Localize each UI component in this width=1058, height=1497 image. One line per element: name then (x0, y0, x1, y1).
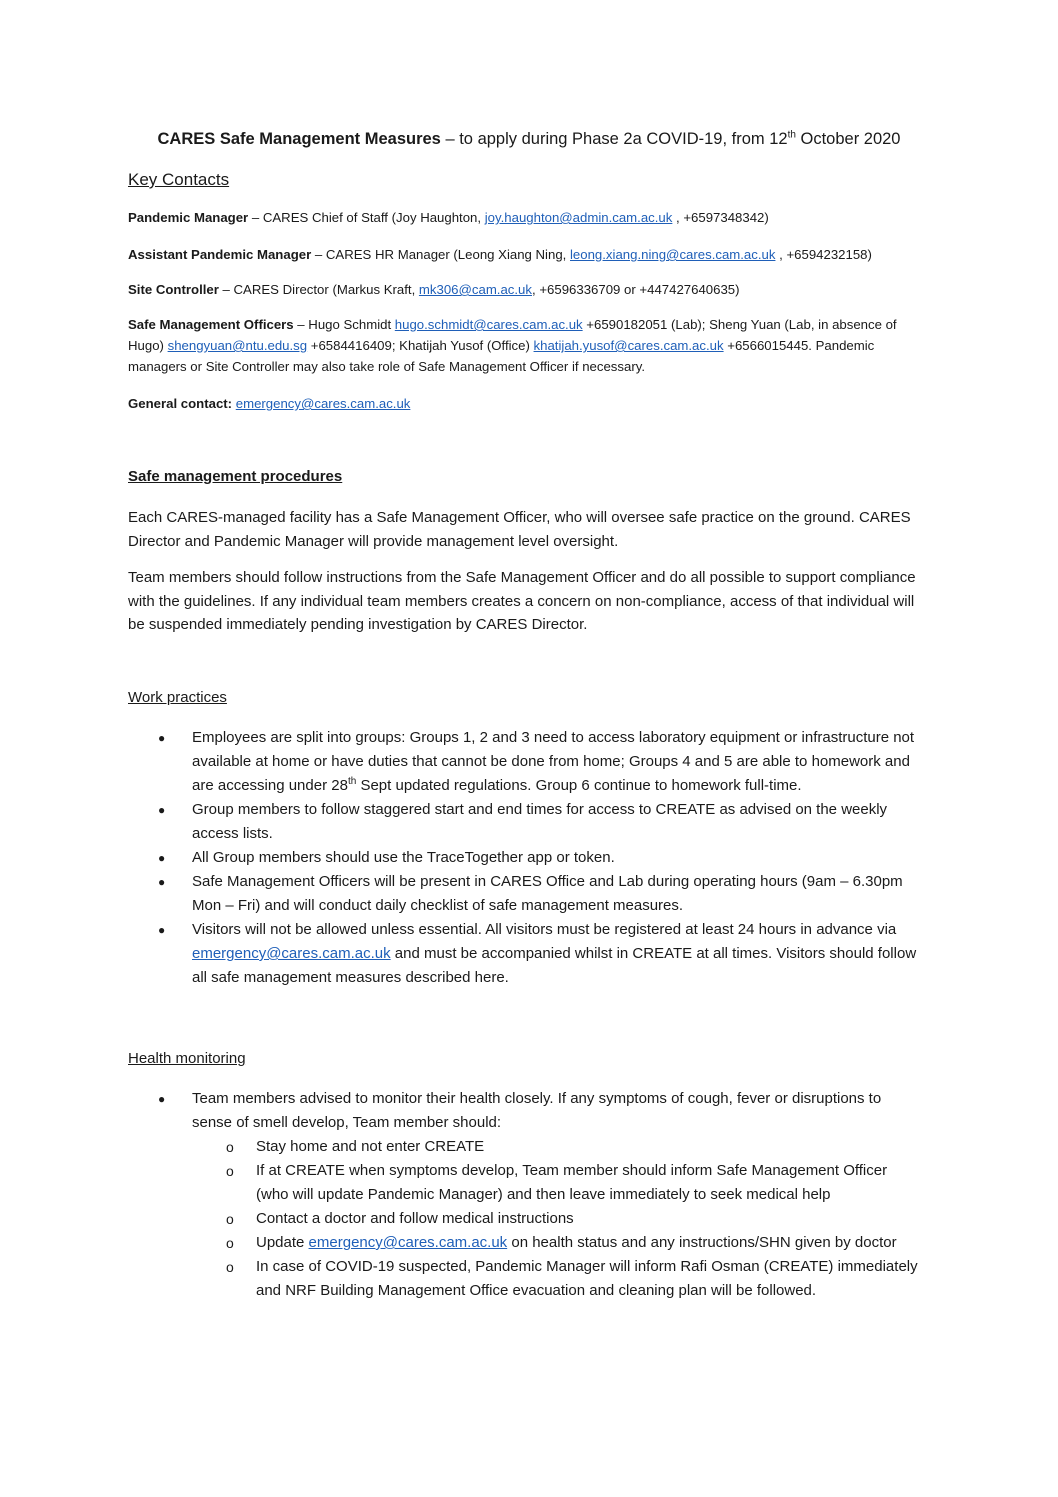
bullet-icon: ● (158, 1092, 166, 1106)
sub-list-item-text: Stay home and not enter CREATE (256, 1138, 485, 1155)
contact-label: Pandemic Manager (128, 210, 249, 225)
sub-list-item-text: Update (256, 1234, 309, 1251)
contact-text: , +6596336709 or +447427640635) (532, 282, 740, 297)
list-item-text: Group members to follow staggered start and end times for access to CREATE as advised on the weekly access lists. (192, 801, 888, 842)
title-end: October 2020 (795, 130, 901, 148)
email-link[interactable]: leong.xiang.ning@cares.cam.ac.uk (570, 247, 776, 262)
email-link[interactable]: khatijah.yusof@cares.cam.ac.uk (533, 338, 724, 353)
list-item-text: Team members advised to monitor their health closely. If any symptoms of cough, fever or disruptions to sense of smell develop, Team member should: (192, 1090, 882, 1131)
sub-list (192, 1135, 918, 1303)
bullet-icon: ● (158, 923, 166, 937)
health-monitoring-list (128, 1087, 918, 1303)
circle-bullet-icon: o (226, 1139, 234, 1155)
list-item-sup: th (347, 776, 357, 787)
email-link[interactable]: emergency@cares.cam.ac.uk (308, 1234, 508, 1251)
list-item-text: Visitors will not be allowed unless essential. All visitors must be registered at least 24 hours in advance via (192, 921, 897, 938)
contact-general (128, 393, 928, 414)
sub-list-item (192, 1255, 918, 1303)
list-item (128, 918, 918, 990)
list-item (128, 846, 918, 870)
sub-list-item (192, 1207, 918, 1231)
list-item (128, 870, 918, 918)
contact-text: , +6597348342) (672, 210, 769, 225)
contact-text: – CARES Chief of Staff (Joy Haughton, (248, 210, 485, 225)
sub-list-item-text: If at CREATE when symptoms develop, Team member should inform Safe Management Officer (who will update Pandemic Manager) and then leave immediately to seek medical help (256, 1162, 888, 1203)
procedures-heading: Safe management procedures (128, 468, 343, 485)
bullet-icon: ● (158, 851, 166, 865)
list-item (128, 1087, 918, 1303)
contact-text: +6584416409; Khatijah Yusof (Office) (307, 338, 534, 353)
list-item-text: All Group members should use the TraceTogether app or token. (192, 849, 615, 866)
email-link[interactable]: mk306@cam.ac.uk (418, 282, 532, 297)
procedures-paragraph-1: Each CARES-managed facility has a Safe Management Officer, who will oversee safe practice on the ground. CARES Director and Pandemic Manager will provide management level oversight. (128, 509, 911, 550)
list-item-text: Sept updated regulations. Group 6 continue to homework full-time. (356, 777, 802, 794)
contact-text: – Hugo Schmidt (293, 317, 395, 332)
contact-pandemic-manager (128, 207, 928, 228)
document-title (0, 130, 1058, 149)
contact-label: General contact: (128, 396, 233, 411)
contact-text: +6590182051 (Lab); Sheng Yuan (Lab, in absence of Hugo) (128, 317, 897, 353)
contact-text: , +6594232158) (775, 247, 872, 262)
list-item-text: Employees are split into groups: Groups 1, 2 and 3 need to access laboratory equipment or infrastructure not available at home or have duties that cannot be done from home; Groups 4 and 5 are able to homework and are accessing under 28 (192, 729, 915, 794)
work-practices-list (128, 726, 918, 990)
key-contacts-heading: Key Contacts (128, 170, 230, 189)
procedures-body (128, 506, 928, 637)
sub-list-item-text: In case of COVID-19 suspected, Pandemic Manager will inform Rafi Osman (CREATE) immediately and NRF Building Management Office evacuation and cleaning plan will be followed. (256, 1258, 918, 1299)
title-bold: CARES Safe Management Measures (157, 130, 441, 148)
health-monitoring-heading: Health monitoring (128, 1050, 246, 1067)
circle-bullet-icon: o (226, 1163, 234, 1179)
sub-list-item-text: on health status and any instructions/SHN given by doctor (507, 1234, 897, 1251)
list-item-text: Safe Management Officers will be present in CARES Office and Lab during operating hours (9am – 6.30pm Mon – Fri) and will conduct daily checklist of safe management measures. (192, 873, 903, 914)
circle-bullet-icon: o (226, 1211, 234, 1227)
circle-bullet-icon: o (226, 1259, 234, 1275)
contact-text: – CARES Director (Markus Kraft, (218, 282, 419, 297)
list-item-text: and must be accompanied whilst in CREATE at all times. Visitors should follow all safe management measures described here. (192, 945, 917, 986)
email-link[interactable]: joy.haughton@admin.cam.ac.uk (484, 210, 673, 225)
circle-bullet-icon: o (226, 1235, 234, 1251)
list-item (128, 726, 918, 798)
procedures-paragraph-2: Team members should follow instructions from the Safe Management Officer and do all possible to support compliance with the guidelines. If any individual team members creates a concern on non-compliance, access of that individual will be suspended immediately pending investigation by CARES Director. (128, 569, 916, 633)
title-rest: – to apply during Phase 2a COVID-19, from 12 (440, 130, 788, 148)
sub-list-item (192, 1135, 918, 1159)
contact-assistant-pandemic-manager (128, 244, 928, 265)
bullet-icon: ● (158, 875, 166, 889)
list-item (128, 798, 918, 846)
contact-text: +6566015445. Pandemic managers or Site Controller may also take role of Safe Management Officer if necessary. (128, 338, 875, 374)
contact-site-controller (128, 279, 928, 300)
email-link[interactable]: emergency@cares.cam.ac.uk (192, 945, 391, 962)
sub-list-item (192, 1159, 918, 1207)
sub-list-item-text: Contact a doctor and follow medical instructions (256, 1210, 574, 1227)
email-link[interactable]: hugo.schmidt@cares.cam.ac.uk (394, 317, 583, 332)
work-practices-heading: Work practices (128, 689, 227, 706)
bullet-icon: ● (158, 731, 166, 745)
contact-label: Site Controller (128, 282, 219, 297)
title-sup: th (787, 129, 796, 141)
email-link[interactable]: shengyuan@ntu.edu.sg (167, 338, 308, 353)
contact-safe-management-officers (128, 314, 928, 377)
sub-list-item (192, 1231, 918, 1255)
email-link[interactable]: emergency@cares.cam.ac.uk (235, 396, 411, 411)
contact-label: Assistant Pandemic Manager (128, 247, 312, 262)
contact-label: Safe Management Officers (128, 317, 294, 332)
bullet-icon: ● (158, 803, 166, 817)
contact-text: – CARES HR Manager (Leong Xiang Ning, (311, 247, 570, 262)
